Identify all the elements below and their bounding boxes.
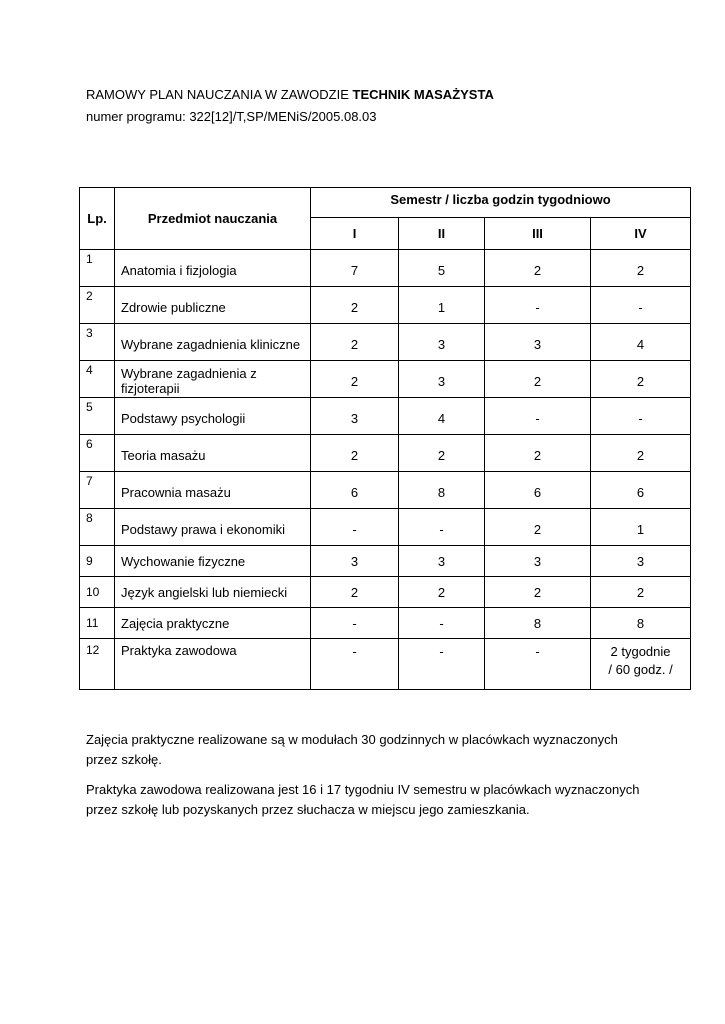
row-hours-iv: - [591, 287, 691, 324]
table-header-row [80, 188, 691, 218]
row-lp: 5 [80, 398, 115, 435]
row-hours-ii: - [399, 608, 485, 639]
row-hours-iv: 6 [591, 472, 691, 509]
row-hours-iii: - [485, 287, 591, 324]
header-semester-i: I [311, 218, 399, 250]
row-hours-ii: 2 [399, 435, 485, 472]
hours-iv-line1: 2 tygodnie [610, 644, 671, 659]
program-number: numer programu: 322[12]/T,SP/MENiS/2005.08.03 [86, 109, 377, 124]
row-hours-iv: 4 [591, 324, 691, 361]
table-row [80, 435, 691, 472]
row-lp: 2 [80, 287, 115, 324]
header-semester-iii: III [485, 218, 591, 250]
notes-section [86, 730, 646, 830]
row-hours-iii: 2 [485, 250, 591, 287]
curriculum-table [79, 187, 691, 690]
row-hours-i: - [311, 509, 399, 546]
row-hours-iii: 2 [485, 435, 591, 472]
row-hours-iii: 2 [485, 509, 591, 546]
row-subject: Wybrane zagadnienia z fizjoterapii [115, 361, 311, 398]
row-hours-iii: - [485, 639, 591, 690]
row-subject: Podstawy prawa i ekonomiki [115, 509, 311, 546]
row-hours-i: - [311, 639, 399, 690]
row-hours-i: 2 [311, 287, 399, 324]
table-row [80, 398, 691, 435]
row-hours-ii: 2 [399, 577, 485, 608]
header-semester-ii: II [399, 218, 485, 250]
row-hours-iii: 3 [485, 546, 591, 577]
row-hours-iv: 2 [591, 361, 691, 398]
row-hours-iv: 3 [591, 546, 691, 577]
row-hours-ii: 4 [399, 398, 485, 435]
table-row [80, 546, 691, 577]
table-row [80, 287, 691, 324]
table-row [80, 250, 691, 287]
document-header [86, 84, 494, 128]
row-hours-i: 2 [311, 324, 399, 361]
header-subject: Przedmiot nauczania [115, 188, 311, 250]
table-row [80, 472, 691, 509]
table-row [80, 324, 691, 361]
row-hours-iii: 2 [485, 577, 591, 608]
row-subject: Podstawy psychologii [115, 398, 311, 435]
row-lp: 4 [80, 361, 115, 398]
table-row [80, 639, 691, 690]
row-subject: Teoria masażu [115, 435, 311, 472]
row-lp: 9 [80, 546, 115, 577]
row-hours-i: 7 [311, 250, 399, 287]
row-lp: 3 [80, 324, 115, 361]
row-hours-iii: 2 [485, 361, 591, 398]
hours-iv-line2: / 60 godz. / [608, 662, 673, 677]
note-practical-classes: Zajęcia praktyczne realizowane są w modułach 30 godzinnych w placówkach wyznaczonych przez szkołę. [86, 732, 618, 767]
note-professional-practice: Praktyka zawodowa realizowana jest 16 i 17 tygodniu IV semestru w placówkach wyznaczonych przez szkołę lub pozyskanych przez słuchacza w miejscu jego zamieszkania. [86, 782, 640, 817]
row-hours-i: 6 [311, 472, 399, 509]
row-hours-i: - [311, 608, 399, 639]
title-prefix: RAMOWY PLAN NAUCZANIA W ZAWODZIE [86, 87, 353, 102]
row-subject: Praktyka zawodowa [115, 639, 311, 690]
row-subject: Zajęcia praktyczne [115, 608, 311, 639]
row-hours-iv: 1 [591, 509, 691, 546]
row-hours-ii: 3 [399, 361, 485, 398]
row-hours-iii: 3 [485, 324, 591, 361]
row-hours-iii: - [485, 398, 591, 435]
table-row [80, 577, 691, 608]
row-hours-iv [591, 639, 691, 690]
table-row [80, 509, 691, 546]
row-hours-i: 2 [311, 577, 399, 608]
row-lp: 8 [80, 509, 115, 546]
header-semesters-group: Semestr / liczba godzin tygodniowo [311, 188, 691, 218]
row-hours-iii: 8 [485, 608, 591, 639]
row-hours-iii: 6 [485, 472, 591, 509]
row-subject: Pracownia masażu [115, 472, 311, 509]
row-lp: 7 [80, 472, 115, 509]
header-lp: Lp. [80, 188, 115, 250]
row-subject: Zdrowie publiczne [115, 287, 311, 324]
row-hours-iv: 2 [591, 435, 691, 472]
row-hours-iv: 2 [591, 577, 691, 608]
row-hours-ii: 5 [399, 250, 485, 287]
row-hours-i: 2 [311, 435, 399, 472]
row-hours-i: 3 [311, 546, 399, 577]
row-hours-ii: - [399, 639, 485, 690]
title-profession: TECHNIK MASAŻYSTA [352, 87, 494, 102]
row-hours-i: 3 [311, 398, 399, 435]
row-hours-i: 2 [311, 361, 399, 398]
row-lp: 1 [80, 250, 115, 287]
row-subject: Język angielski lub niemiecki [115, 577, 311, 608]
header-semester-iv: IV [591, 218, 691, 250]
row-lp: 11 [80, 608, 115, 639]
table-row [80, 361, 691, 398]
row-lp: 6 [80, 435, 115, 472]
row-hours-iv: 2 [591, 250, 691, 287]
row-subject: Wychowanie fizyczne [115, 546, 311, 577]
row-hours-ii: - [399, 509, 485, 546]
row-lp: 10 [80, 577, 115, 608]
row-subject: Anatomia i fizjologia [115, 250, 311, 287]
table-row [80, 608, 691, 639]
document-title [86, 84, 494, 106]
row-hours-iv: 8 [591, 608, 691, 639]
row-hours-ii: 3 [399, 546, 485, 577]
row-hours-ii: 1 [399, 287, 485, 324]
row-subject: Wybrane zagadnienia kliniczne [115, 324, 311, 361]
row-lp: 12 [80, 639, 115, 690]
row-hours-iv: - [591, 398, 691, 435]
row-hours-ii: 3 [399, 324, 485, 361]
row-hours-ii: 8 [399, 472, 485, 509]
